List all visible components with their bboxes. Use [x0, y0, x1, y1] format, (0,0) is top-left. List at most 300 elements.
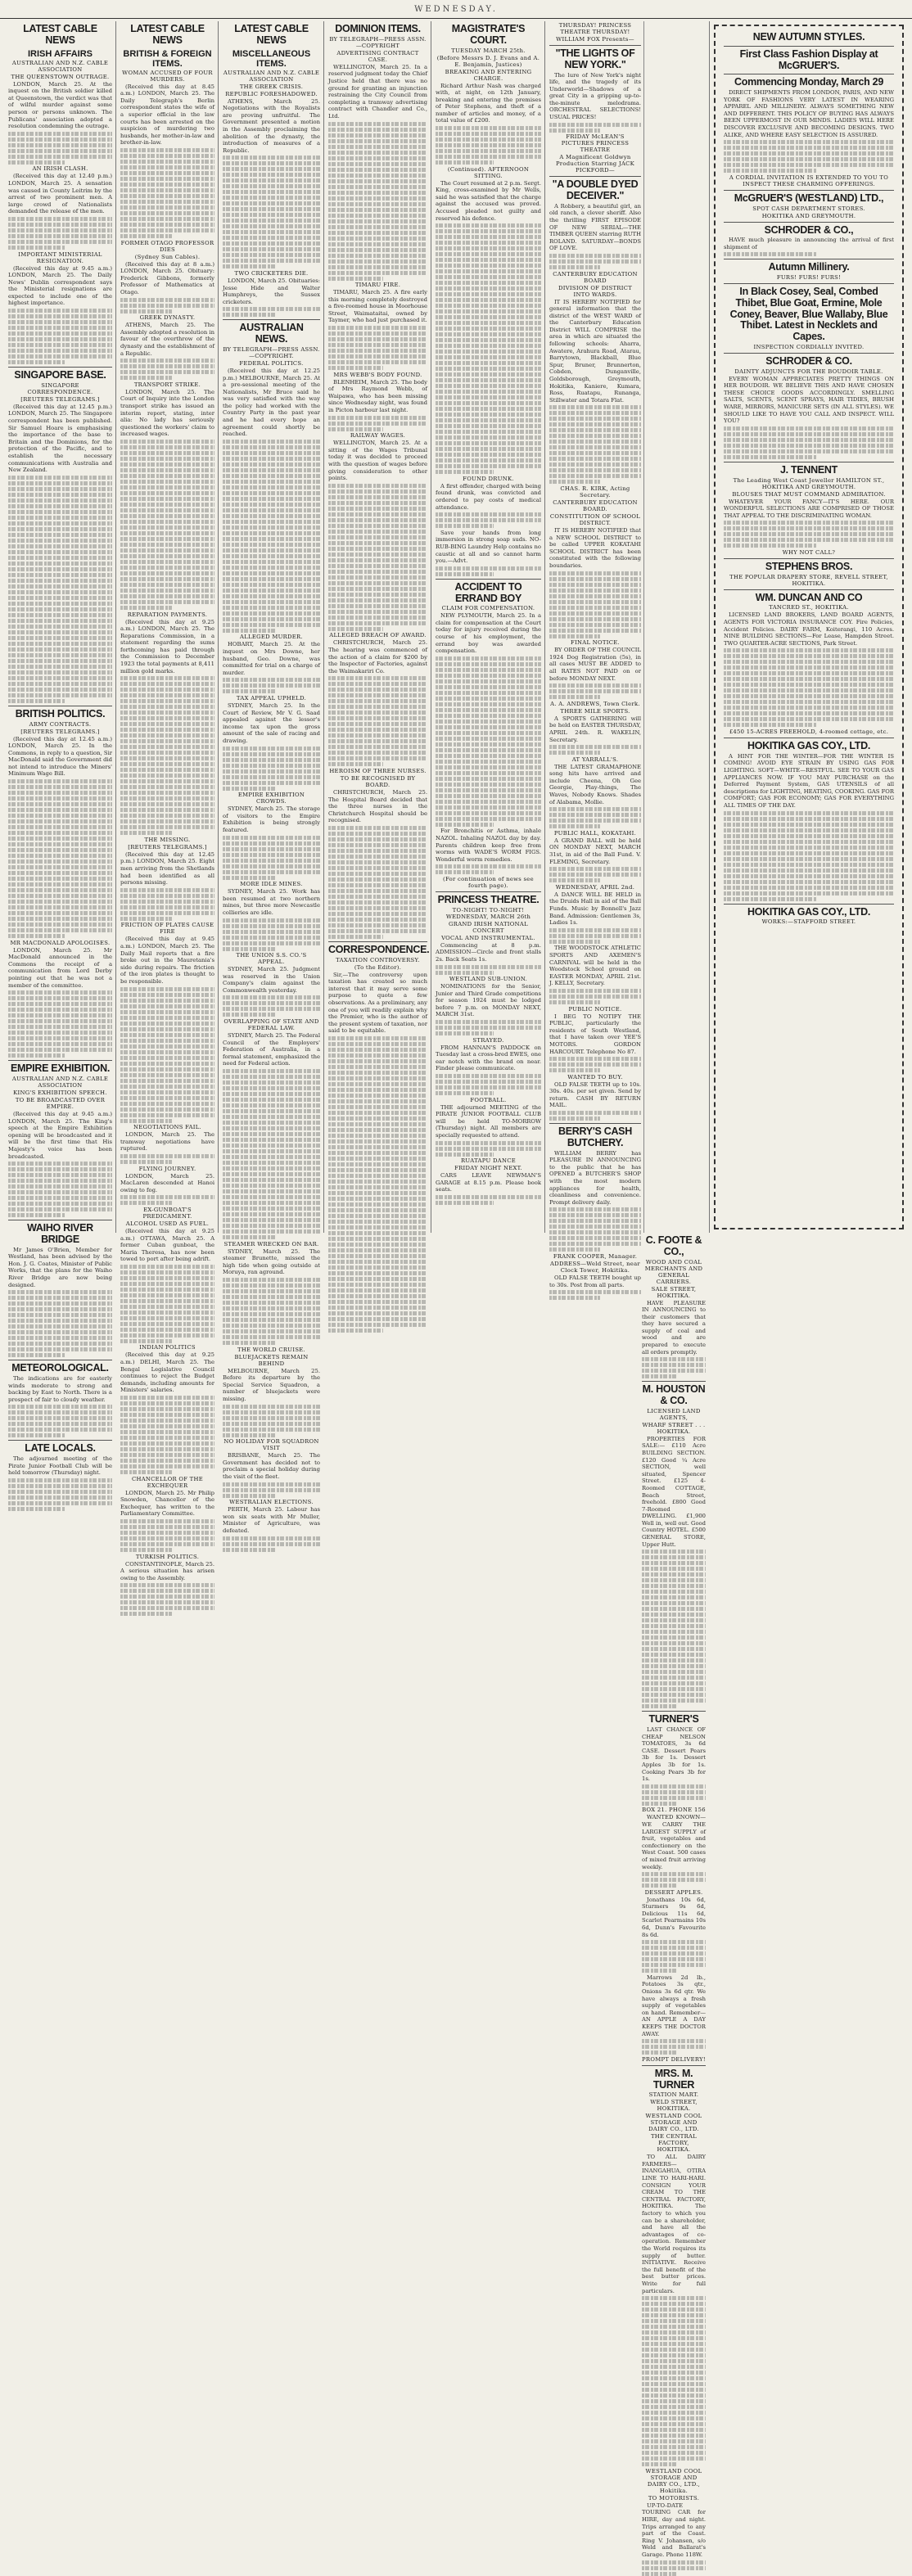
- section-caption: FRIDAY NIGHT NEXT.: [454, 1165, 522, 1172]
- text-line-filler: [328, 610, 427, 614]
- article-body: [8, 736, 112, 939]
- article-body: [549, 647, 641, 699]
- text-line-filler: [223, 769, 320, 774]
- text-line-filler: [724, 683, 894, 687]
- text-line-filler: [8, 332, 112, 336]
- section-caption: £450 15-ACRES FREEHOLD, 4-roomed cottage, etc.: [729, 729, 889, 736]
- text-line-filler: [328, 349, 427, 353]
- column-rule: [642, 2065, 706, 2066]
- section-caption: (To the Editor).: [354, 963, 402, 971]
- article-body: [642, 1726, 706, 1806]
- text-line-filler: [328, 889, 427, 893]
- text-line-filler: [436, 453, 541, 457]
- text-line-filler: [120, 1293, 214, 1297]
- text-line-filler: [223, 1416, 320, 1420]
- headline: TURNER'S: [648, 1713, 699, 1726]
- headline: METEOROLOGICAL.: [11, 1362, 109, 1374]
- text-line-filler: [328, 151, 427, 155]
- text-line-filler: [328, 337, 427, 341]
- text-line-filler: [642, 1784, 706, 1789]
- text-line-filler: [549, 934, 641, 938]
- text-line-filler: [120, 560, 214, 564]
- text-line-filler: [328, 1277, 427, 1281]
- text-line-filler: [724, 521, 894, 525]
- text-line-filler: [223, 941, 320, 945]
- section-caption: CLAIM FOR COMPENSATION.: [441, 605, 535, 612]
- text-line-filler: [8, 1342, 112, 1346]
- article-paragraph: Richard Arthur Nash was charged with, at night, on 12th January, breaking and entering the premises of Peter Stephens, and theft of a number of articles and money, of a total value of £200.: [436, 82, 541, 124]
- headline: LATEST CABLE NEWS: [130, 23, 205, 46]
- article-paragraph: IT IS HEREBY NOTIFIED that a NEW SCHOOL DISTRICT to be called UPPER KOKATAHI SCHOOL DISTRICT has been constituted with the following boundaries.: [549, 527, 641, 569]
- section-caption: ALCOHOL USED AS FUEL.: [125, 1220, 210, 1227]
- text-line-filler: [8, 539, 112, 543]
- section-caption: A CORDIAL INVITATION IS EXTENDED TO YOU TO INSPECT THESE CHARMING OFFERINGS.: [729, 174, 889, 187]
- text-line-filler: [328, 751, 427, 755]
- text-line-filler: [549, 813, 641, 817]
- text-line-filler: [120, 548, 214, 553]
- text-line-filler: [120, 1022, 214, 1026]
- text-line-filler: [642, 1635, 706, 1640]
- text-line-filler: [328, 1088, 427, 1092]
- text-line-filler: [724, 711, 894, 715]
- text-line-filler: [8, 1433, 65, 1437]
- text-line-filler: [8, 160, 65, 165]
- text-line-filler: [642, 2319, 706, 2323]
- text-line-filler: [436, 823, 494, 827]
- text-line-filler: [120, 1067, 214, 1071]
- article-paragraph: BY ORDER OF THE COUNCIL 1924 Dog Registration (5s), in all cases MUST BE ADDED to all RATES NOT PAID on or before MONDAY NEXT.: [549, 647, 641, 682]
- text-line-filler: [120, 571, 214, 575]
- section-caption: (Sydney Sun Cables).: [134, 253, 201, 260]
- text-line-filler: [328, 676, 427, 680]
- text-line-filler: [436, 754, 541, 758]
- text-line-filler: [223, 1212, 320, 1216]
- text-line-filler: [8, 326, 112, 330]
- text-line-filler: [436, 1026, 541, 1030]
- text-line-filler: [8, 228, 112, 232]
- section-caption: WESTLAND COOL STORAGE AND DAIRY CO., LTD., Hokitika.: [645, 2467, 702, 2494]
- article-paragraph: HOBART, March 25. At the inquest on Mrs Downe, her husband, Geo. Downe, was committed for trial on a charge of murder.: [223, 641, 320, 676]
- section-caption: STEAMER WRECKED ON BAR.: [223, 1240, 319, 1247]
- text-line-filler: [436, 1080, 541, 1084]
- text-line-filler: [328, 1260, 427, 1264]
- text-line-filler: [8, 516, 112, 520]
- text-line-filler: [120, 503, 214, 507]
- text-line-filler: [223, 936, 320, 940]
- text-line-filler: [223, 841, 320, 846]
- text-line-filler: [120, 1079, 214, 1083]
- text-line-filler: [436, 1031, 494, 1035]
- text-line-filler: [328, 1094, 427, 1098]
- text-line-filler: [120, 234, 172, 238]
- text-line-filler: [328, 716, 427, 720]
- text-line-filler: [8, 246, 65, 250]
- article-paragraph: A SPORTS GATHERING will be held on EASTER THURSDAY, APRIL 24th. R. WAKELIN, Secretary.: [549, 715, 641, 743]
- text-line-filler: [8, 825, 112, 829]
- section-caption: TO MOTORISTS.: [648, 2494, 700, 2502]
- headline: BRITISH POLITICS.: [15, 707, 106, 720]
- text-line-filler: [8, 1213, 65, 1217]
- article-body: [120, 83, 214, 238]
- headline: M. HOUSTON & CO.: [642, 1383, 706, 1406]
- text-line-filler: [328, 518, 427, 522]
- text-line-filler: [436, 126, 541, 130]
- text-line-filler: [8, 808, 112, 812]
- article-body: [549, 1150, 641, 1252]
- text-line-filler: [120, 1282, 214, 1286]
- text-line-filler: [436, 725, 541, 729]
- text-line-filler: [120, 1305, 214, 1309]
- text-line-filler: [436, 252, 541, 256]
- text-line-filler: [549, 129, 600, 133]
- text-line-filler: [328, 895, 427, 899]
- section-caption: THE CENTRAL FACTORY, HOKITIKA.: [650, 2133, 698, 2154]
- article-paragraph: (Received this day at 9.45 a.m.) LONDON, March 25. The Daily Mail reports that a fire broke out in the Mauretania's side during repairs. The friction of the iron plates is thought to be responsible.: [120, 936, 214, 985]
- text-line-filler: [120, 1322, 214, 1326]
- text-line-filler: [120, 1062, 214, 1066]
- text-line-filler: [328, 145, 427, 149]
- text-line-filler: [223, 508, 320, 512]
- text-line-filler: [8, 504, 112, 508]
- article-paragraph: THE WOODSTOCK ATHLETIC SPORTS AND AXEMEN'S CARNIVAL will be held in the Woodstock School ground on EASTER MONDAY, APRIL 21st. J. KELLY, Secretary.: [549, 945, 641, 987]
- section-caption: FRIDAY McLEAN'S PICTURES PRINCESS THEATRE: [561, 133, 630, 154]
- text-line-filler: [120, 1453, 214, 1457]
- text-line-filler: [642, 1607, 706, 1611]
- text-line-filler: [120, 1033, 214, 1037]
- text-line-filler: [223, 924, 320, 928]
- text-line-filler: [328, 416, 427, 420]
- text-line-filler: [436, 378, 541, 382]
- text-line-filler: [642, 1699, 706, 1703]
- column-rule: [328, 941, 427, 942]
- text-line-filler: [549, 1000, 600, 1004]
- text-line-filler: [328, 254, 427, 258]
- article-paragraph: SYDNEY, March 25. Judgment was reserved in the Union Company's claim against the Commonwealth yesterday.: [223, 966, 320, 994]
- text-line-filler: [223, 1235, 276, 1239]
- text-line-filler: [642, 1687, 706, 1691]
- text-line-filler: [642, 2045, 706, 2049]
- text-line-filler: [436, 742, 541, 747]
- text-line-filler: [223, 207, 320, 211]
- text-line-filler: [549, 1236, 641, 1240]
- text-line-filler: [223, 1149, 320, 1153]
- text-line-filler: [328, 535, 427, 539]
- text-line-filler: [8, 665, 112, 669]
- article-body: [549, 203, 641, 269]
- text-line-filler: [724, 169, 817, 173]
- text-line-filler: [223, 1301, 320, 1305]
- text-line-filler: [328, 507, 427, 511]
- text-line-filler: [328, 593, 427, 597]
- text-line-filler: [8, 1190, 112, 1194]
- section-caption: MRS WEBB'S BODY FOUND.: [333, 371, 422, 378]
- text-line-filler: [724, 444, 894, 448]
- headline: MRS. M. TURNER: [652, 2067, 695, 2091]
- text-line-filler: [549, 589, 641, 593]
- text-line-filler: [223, 689, 276, 693]
- text-line-filler: [8, 476, 112, 480]
- headline: "A DOUBLE DYED DECEIVER.": [552, 178, 639, 201]
- text-line-filler: [328, 900, 427, 905]
- article-body: [642, 1436, 706, 1709]
- text-line-filler: [120, 802, 214, 806]
- text-line-filler: [8, 625, 112, 629]
- text-line-filler: [8, 647, 112, 652]
- text-line-filler: [328, 237, 427, 241]
- text-line-filler: [328, 1237, 427, 1241]
- column-4: [325, 21, 431, 1233]
- article-paragraph: I BEG TO NOTIFY THE PUBLIC, particularly the residents of South Westland, that I have taken over YEE'S MOTORS. GORDON HARCOURT. Telephone No 87.: [549, 1013, 641, 1055]
- text-line-filler: [120, 1113, 214, 1117]
- column-rule: [8, 367, 112, 368]
- article-paragraph: OLD FALSE TEETH up to 10s. 30s. 40s. per set given. Send by return. CASH BY RETURN MAIL.: [549, 1080, 641, 1109]
- text-line-filler: [724, 538, 894, 542]
- text-line-filler: [8, 688, 112, 692]
- text-line-filler: [642, 1653, 706, 1657]
- text-line-filler: [328, 1191, 427, 1195]
- text-line-filler: [120, 1265, 214, 1269]
- headline: HOKITIKA GAS COY., LTD.: [747, 740, 871, 752]
- headline: "THE LIGHTS OF NEW YORK.": [555, 47, 635, 70]
- text-line-filler: [436, 685, 541, 689]
- text-line-filler: [328, 168, 427, 172]
- article-paragraph: For Bronchitis or Asthma, inhale NAZOL. Inhaling NAZOL day by day. Parents children keep free from worms with WADE'S WORM FIGS. Wonderful worm remedies.: [436, 828, 541, 863]
- text-line-filler: [436, 518, 541, 522]
- text-line-filler: [120, 165, 214, 169]
- text-line-filler: [436, 870, 494, 874]
- article-body: [549, 715, 641, 755]
- headline: First Class Fashion Display at McGRUER'S.: [739, 47, 878, 71]
- text-line-filler: [120, 1108, 214, 1112]
- text-line-filler: [223, 1166, 320, 1171]
- text-line-filler: [8, 917, 112, 921]
- text-line-filler: [642, 2416, 706, 2420]
- text-line-filler: [8, 1042, 112, 1046]
- text-line-filler: [223, 156, 320, 160]
- section-caption: TO BE RECOGNISED BY BOARD.: [340, 774, 416, 788]
- article-paragraph: (Received this day at 12.45 a.m.) LONDON, March 25. In the Commons, in reply to a question, Sir MacDonald said the Government did not intend to introduce the Miners' Minimum Wage Bill.: [8, 735, 112, 778]
- text-line-filler: [8, 1179, 112, 1183]
- text-line-filler: [642, 2405, 706, 2409]
- text-line-filler: [223, 606, 320, 610]
- article-body: [223, 98, 320, 269]
- text-line-filler: [549, 611, 641, 616]
- article-paragraph: LONDON, March 25. Mr Philip Snowden, Chancellor of the Exchequer, has written to the Parliamentary Committee.: [120, 1489, 214, 1518]
- text-line-filler: [120, 566, 214, 570]
- text-line-filler: [724, 665, 894, 670]
- text-line-filler: [328, 1283, 427, 1287]
- text-line-filler: [120, 1441, 214, 1446]
- text-line-filler: [120, 728, 214, 732]
- text-line-filler: [120, 1612, 172, 1616]
- text-line-filler: [8, 1428, 112, 1432]
- text-line-filler: [223, 560, 320, 564]
- section-caption: BOX 21. PHONE 156: [642, 1807, 706, 1814]
- text-line-filler: [8, 699, 65, 703]
- article-paragraph: LONDON, March 25. At the inquest on the British soldier killed at Queenstown, the verdict was that of wilful murder against some person or persons unknown. The Publicans' association adopted a resolution condemning the outrage.: [8, 80, 112, 130]
- text-line-filler: [328, 604, 427, 608]
- text-line-filler: [120, 491, 214, 495]
- text-line-filler: [120, 1085, 214, 1089]
- text-line-filler: [120, 480, 214, 484]
- text-line-filler: [223, 1536, 320, 1541]
- article-body: [642, 1974, 706, 2055]
- text-line-filler: [223, 1229, 320, 1234]
- text-line-filler: [724, 671, 894, 675]
- section-caption: FRANK COOPER, Manager.: [553, 1252, 638, 1260]
- article-body: [436, 612, 541, 827]
- text-line-filler: [8, 510, 112, 514]
- text-line-filler: [642, 1681, 706, 1685]
- text-line-filler: [8, 1324, 112, 1329]
- article-body: [120, 1173, 214, 1206]
- column-rule: [724, 46, 894, 47]
- text-line-filler: [436, 662, 541, 666]
- section-caption: STATION MART.: [648, 2091, 699, 2099]
- section-caption: FRICTION OF PLATES CAUSE FIRE: [120, 922, 214, 936]
- article-body: [223, 805, 320, 879]
- section-caption: TAXATION CONTROVERSY.: [336, 956, 420, 963]
- article-paragraph: LAST CHANCE OF CHEAP NELSON TOMATOES, 3s 6d CASE. Dessert Pears 3b for 1s. Dessert Apples 3b for 1s. Cooking Pears 3b for 1s.: [642, 1726, 706, 1783]
- text-line-filler: [549, 254, 641, 258]
- text-line-filler: [724, 140, 894, 144]
- text-line-filler: [328, 912, 427, 916]
- section-caption: DIVISION OF DISTRICT INTO WARDS.: [558, 284, 633, 298]
- text-line-filler: [328, 1243, 427, 1247]
- article-paragraph: A GRAND BALL will be held ON MONDAY NEXT, MARCH 31st, in aid of the Ball Fund. V. FLEMING, Secretary.: [549, 837, 641, 865]
- text-line-filler: [223, 583, 320, 587]
- text-line-filler: [8, 1013, 112, 1017]
- text-line-filler: [223, 554, 320, 558]
- text-line-filler: [120, 1413, 214, 1417]
- section-caption: BY TELEGRAPH—PRESS ASSN.—COPYRIGHT.: [223, 345, 320, 359]
- text-line-filler: [436, 155, 541, 159]
- article-body: [436, 180, 541, 475]
- headline: EMPIRE EXHIBITION.: [10, 1062, 110, 1075]
- headline: McGRUER'S (WESTLAND) LTD.,: [734, 192, 884, 204]
- article-paragraph: TO ALL DAIRY FARMERS—INANGAHUA, OTIRA LINE TO HARI-HARI. CONSIGN YOUR CREAM TO THE CENTRAL FACTORY, HOKITIKA. The factory to which you can be a shareholder, and have all the advantages of co-operation. Remember the World requires its supply of butter. INITIATIVE. Receive the full benefit of the best butter prices. Write for full particulars.: [642, 2154, 706, 2294]
- section-caption: AUSTRALIAN AND N.Z. CABLE ASSOCIATION: [11, 1075, 109, 1089]
- text-line-filler: [120, 148, 214, 152]
- text-line-filler: [8, 923, 112, 927]
- text-line-filler: [436, 702, 541, 706]
- article-paragraph: BRISBANE, March 25. The Government has decided not to proclaim a special holiday during the visit of the fleet.: [223, 1452, 320, 1480]
- text-line-filler: [8, 343, 112, 347]
- column-rule: [436, 579, 541, 580]
- text-line-filler: [328, 564, 427, 568]
- text-line-filler: [328, 1317, 427, 1321]
- text-line-filler: [120, 917, 172, 921]
- text-line-filler: [436, 292, 541, 296]
- article-paragraph: The indications are for easterly winds moderate to strong and backing by East to North. There is a prospect of fair to cloudy weather.: [8, 1374, 112, 1403]
- section-caption: EX-GUNBOAT'S PREDICAMENT.: [142, 1206, 192, 1220]
- column-rule: [724, 558, 894, 559]
- section-caption: ADVERTISING CONTRACT CASE.: [336, 49, 419, 63]
- text-line-filler: [8, 1019, 112, 1023]
- text-line-filler: [642, 2325, 706, 2329]
- text-line-filler: [642, 1963, 706, 1967]
- text-line-filler: [328, 711, 427, 715]
- text-line-filler: [549, 123, 641, 127]
- text-line-filler: [223, 930, 320, 934]
- text-line-filler: [328, 202, 427, 206]
- headline: AUSTRALIAN NEWS.: [239, 322, 304, 345]
- text-line-filler: [328, 1134, 427, 1138]
- article-body: [642, 1300, 706, 1379]
- section-caption: IMPORTANT MINISTERIAL RESIGNATION.: [18, 250, 102, 264]
- text-line-filler: [8, 533, 112, 537]
- text-line-filler: [549, 751, 600, 755]
- text-line-filler: [223, 213, 320, 217]
- text-line-filler: [436, 805, 541, 810]
- text-line-filler: [8, 865, 112, 869]
- text-line-filler: [120, 716, 214, 720]
- text-line-filler: [8, 905, 112, 909]
- text-line-filler: [549, 1230, 641, 1234]
- section-caption: GREEK DYNASTY.: [139, 314, 196, 322]
- column-rule: [8, 1440, 112, 1441]
- text-line-filler: [120, 1600, 214, 1604]
- text-line-filler: [328, 745, 427, 749]
- text-line-filler: [223, 1132, 320, 1136]
- article-body: [120, 1490, 214, 1552]
- article-paragraph: PROPERTIES FOR SALE:— £110 Acre BUILDING SECTION. £120 Good ¼ Acre SECTION, well situated, Spencer Street. £125 4-Roomed COTTAGE, Beach Street, freehold. £800 Good 7-Roomed DWELLING. £1,900 Well in, well out. Good Country HOTEL. £500 GENERAL STORE, Upper Hutt.: [642, 1435, 706, 1548]
- text-line-filler: [8, 349, 112, 353]
- section-caption: HOKITIKA AND GREYMOUTH.: [761, 212, 856, 219]
- article-paragraph: (Received this day at 12.40 p.m.) LONDON, March 25. A sensation was caused in County Leitrim by the arrest of two prominent men. A large crowd of Nationalists demanded the release of the men.: [8, 173, 112, 215]
- text-line-filler: [8, 602, 112, 606]
- text-line-filler: [328, 501, 427, 505]
- text-line-filler: [549, 451, 641, 455]
- article-paragraph: The lure of New York's night life, and the tragedy of its Underworld—Shadows of a great City in a gripping up-to-the-minute melodrama. ORCHESTRAL SELECTIONS! USUAL PRICES!: [549, 71, 641, 121]
- section-caption: REPARATION PAYMENTS.: [127, 611, 208, 618]
- text-line-filler: [8, 1207, 112, 1211]
- text-line-filler: [436, 971, 494, 975]
- section-caption: AUSTRALIAN AND N.Z. CABLE ASSOCIATION: [11, 59, 109, 73]
- text-line-filler: [223, 543, 320, 547]
- text-line-filler: [328, 923, 427, 927]
- article-body: [8, 265, 112, 365]
- text-line-filler: [8, 990, 112, 995]
- text-line-filler: [8, 642, 112, 646]
- article-paragraph: (Received this day at 8 a.m.) LONDON, March 25. Obituary: Frederick Gibbons, formerly Professor of Mathematics at Otago.: [120, 260, 214, 295]
- text-line-filler: [8, 1490, 112, 1494]
- text-line-filler: [642, 1369, 706, 1373]
- text-line-filler: [223, 1109, 320, 1113]
- text-line-filler: [642, 2399, 706, 2403]
- text-line-filler: [328, 139, 427, 143]
- text-line-filler: [328, 174, 427, 178]
- text-line-filler: [223, 787, 276, 791]
- text-line-filler: [8, 309, 112, 313]
- section-caption: VOCAL AND INSTRUMENTAL.: [441, 934, 535, 941]
- text-line-filler: [223, 253, 320, 257]
- section-caption: DESSERT APPLES.: [644, 1888, 703, 1896]
- article-body: [549, 764, 641, 829]
- text-line-filler: [642, 2050, 677, 2055]
- text-line-filler: [8, 1405, 112, 1409]
- text-line-filler: [8, 819, 112, 823]
- article-paragraph: (Received this day at 9.45 a.m.) LONDON, March 25. The King's speech at the Empire Exhibition opening will be broadcasted and it will be the first time that His Majesty's voice has been broadcasted.: [8, 1110, 112, 1160]
- section-caption: CHAS. R. KIRK, Acting Secretary.: [560, 485, 630, 499]
- text-line-filler: [549, 600, 641, 604]
- text-line-filler: [120, 457, 214, 461]
- article-body: [223, 1506, 320, 1551]
- text-line-filler: [549, 474, 641, 478]
- article-body: [436, 83, 541, 165]
- text-line-filler: [223, 190, 320, 194]
- text-line-filler: [223, 995, 320, 999]
